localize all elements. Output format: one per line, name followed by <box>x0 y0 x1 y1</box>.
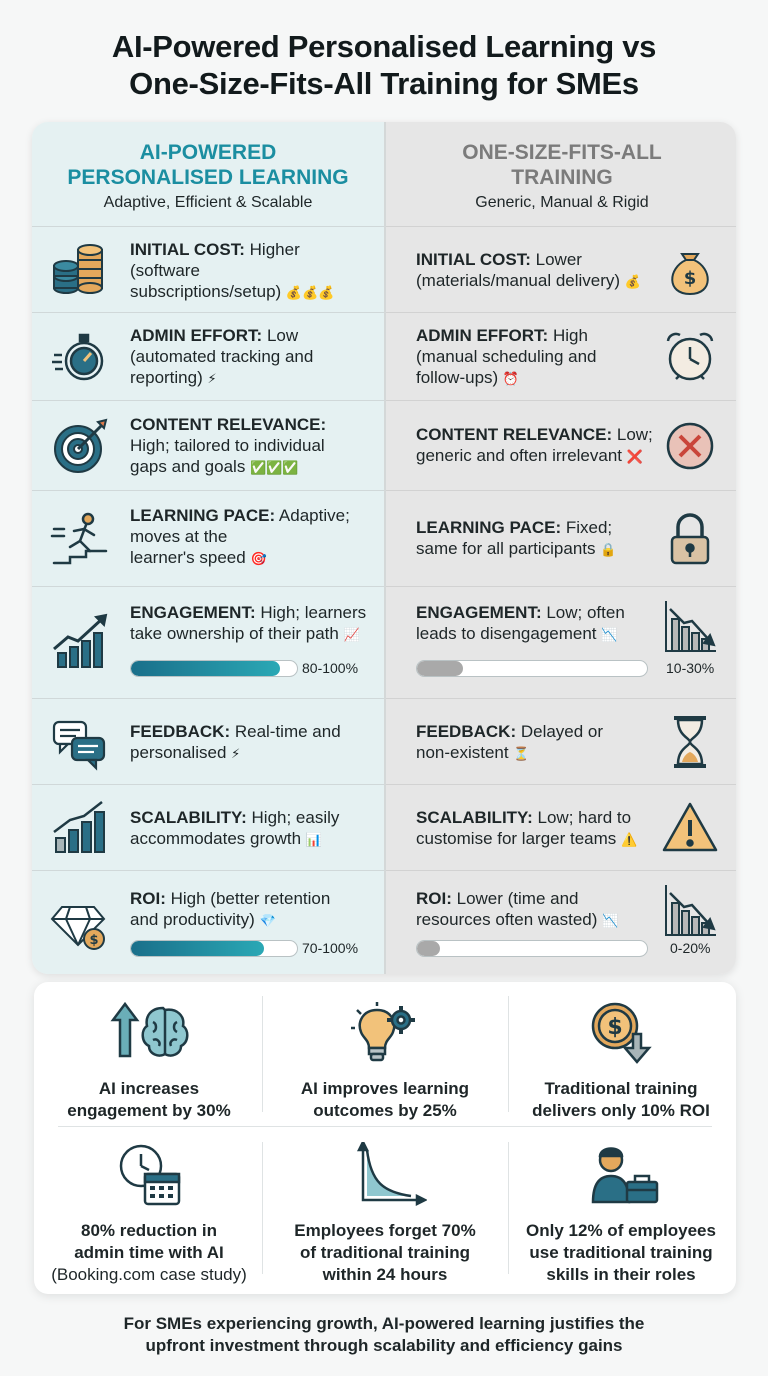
row-value: non-existent <box>416 743 514 762</box>
row-value: Lower <box>530 250 582 269</box>
hourglass-emoji: ⏳ <box>513 746 530 761</box>
roi-bar <box>130 940 370 958</box>
cross-circle-icon <box>660 416 720 476</box>
money-bag-icon <box>660 240 720 300</box>
conclusion-line: upfront investment through scalability and efficiency gains <box>145 1336 623 1355</box>
stat-text <box>268 1220 502 1286</box>
row-feedback <box>32 698 384 784</box>
row-label: SCALABILITY: <box>416 808 533 827</box>
stat-line: Traditional training <box>544 1079 698 1098</box>
row-value: moves at the <box>130 527 228 546</box>
row-roi <box>32 870 384 974</box>
row-value: Low <box>262 326 299 345</box>
padlock-icon <box>660 509 720 569</box>
heading-line: ONE-SIZE-FITS-ALL <box>462 141 662 164</box>
bar-fill <box>131 661 280 676</box>
stat-line: 80% reduction in <box>80 1221 218 1240</box>
stat-line: AI improves learning <box>300 1079 470 1098</box>
chat-bubbles-icon <box>50 712 110 772</box>
row-text <box>416 602 654 645</box>
lightbulb-gear-icon <box>343 1000 427 1066</box>
row-value: High <box>548 326 588 345</box>
ai-learning-subtitle: Adaptive, Efficient & Scalable <box>103 194 313 211</box>
gem-emoji: 💎 <box>259 913 276 928</box>
row-text <box>130 325 374 389</box>
worker-toolbox-icon <box>579 1142 663 1208</box>
row-value: High; easily <box>246 808 340 827</box>
row-text <box>416 517 654 560</box>
divider <box>58 1126 712 1127</box>
page-title <box>0 28 768 102</box>
stat-text <box>504 1078 738 1122</box>
row-label: ROI: <box>416 889 452 908</box>
row-value: Real-time and <box>230 722 341 741</box>
row-admin-effort <box>386 312 736 400</box>
row-value: follow-ups) <box>416 368 503 387</box>
heading-line: TRAINING <box>511 166 613 189</box>
row-feedback <box>386 698 736 784</box>
alarm-clock-emoji: ⏰ <box>502 371 520 386</box>
money-bag-emoji: 💰 <box>624 274 641 289</box>
row-label: SCALABILITY: <box>130 808 247 827</box>
row-scalability <box>386 784 736 870</box>
row-text <box>416 721 654 764</box>
row-value: gaps and goals <box>130 457 251 476</box>
row-label: INITIAL COST: <box>416 250 531 269</box>
row-text <box>130 602 374 645</box>
row-value: subscriptions/setup) <box>130 282 286 301</box>
alarm-clock-icon <box>660 327 720 387</box>
stat-line: within 24 hours <box>322 1265 448 1284</box>
row-value: leads to disengagement <box>416 624 602 643</box>
page-title-line: One-Size-Fits-All Training for SMEs <box>129 66 639 101</box>
conclusion-line: For SMEs experiencing growth, AI-powered learning justifies the <box>123 1314 645 1333</box>
engagement-bar <box>416 660 726 678</box>
row-text <box>130 721 374 764</box>
ai-learning-column <box>32 122 384 974</box>
row-label: LEARNING PACE: <box>416 518 562 537</box>
svg-text:$: $ <box>607 1015 623 1040</box>
row-value: resources often wasted) <box>416 910 603 929</box>
traditional-training-heading <box>386 122 736 190</box>
row-value: (software <box>130 261 200 280</box>
row-label: FEEDBACK: <box>130 722 231 741</box>
row-initial-cost <box>386 226 736 312</box>
stat-line: skills in their roles <box>546 1265 696 1284</box>
bar-chart-icon <box>50 798 110 858</box>
clock-calendar-icon <box>107 1142 191 1208</box>
row-learning-pace <box>32 490 384 586</box>
warning-emoji: ⚠️ <box>621 832 638 847</box>
row-value: Delayed or <box>516 722 604 741</box>
row-text <box>130 807 374 850</box>
page-title-line: AI-Powered Personalised Learning vs <box>111 29 657 64</box>
lock-emoji: 🔒 <box>600 542 617 557</box>
row-engagement <box>32 586 384 698</box>
stat-text <box>504 1220 738 1286</box>
bar-chart-emoji: 📊 <box>305 832 322 847</box>
declining-chart-icon <box>660 597 720 657</box>
chart-up-emoji: 📈 <box>343 627 360 642</box>
row-text <box>130 505 374 569</box>
money-bag-emoji: 💰💰💰 <box>285 285 335 300</box>
row-value: High (better retention <box>165 889 331 908</box>
row-value: personalised <box>130 743 232 762</box>
chart-down-emoji: 📉 <box>602 913 619 928</box>
heading-line: PERSONALISED LEARNING <box>67 166 349 189</box>
row-value: accommodates growth <box>130 829 306 848</box>
row-content-relevance <box>386 400 736 490</box>
warning-icon <box>660 798 720 858</box>
row-value: learner's speed <box>130 548 251 567</box>
traditional-training-column <box>384 122 736 974</box>
bar-label: 0-20% <box>670 940 711 956</box>
stat-line: Only 12% of employees <box>526 1221 716 1240</box>
row-value: customise for larger teams <box>416 829 622 848</box>
stat-outcomes <box>268 1000 502 1122</box>
stat-admin-time <box>32 1142 266 1286</box>
hourglass-icon <box>660 712 720 772</box>
ai-learning-header <box>32 122 384 226</box>
row-admin-effort <box>32 312 384 400</box>
row-text <box>416 249 654 292</box>
row-content-relevance <box>32 400 384 490</box>
row-value: Low; hard to <box>532 808 632 827</box>
stat-line: Employees forget 70% <box>294 1221 476 1240</box>
row-label: CONTENT RELEVANCE: <box>416 425 613 444</box>
row-text <box>416 807 654 850</box>
row-value: High; tailored to individual <box>130 436 325 455</box>
row-value: Fixed; <box>561 518 613 537</box>
stat-line: of traditional training <box>300 1243 470 1262</box>
stat-forgetting <box>268 1142 502 1286</box>
row-roi <box>386 870 736 974</box>
row-scalability <box>32 784 384 870</box>
checkmark-emoji: ✅✅✅ <box>250 460 299 475</box>
row-text <box>130 239 374 303</box>
forgetting-curve-icon <box>343 1142 427 1208</box>
row-text <box>130 888 374 931</box>
coin-down-arrow-icon <box>579 1000 663 1066</box>
stat-engagement <box>32 1000 266 1122</box>
stat-line: admin time with AI <box>74 1243 224 1262</box>
row-text <box>416 424 654 467</box>
stat-text <box>32 1220 266 1286</box>
svg-text:$: $ <box>89 932 99 948</box>
bar-label: 70-100% <box>302 940 359 956</box>
row-value: Adaptive; <box>275 506 350 525</box>
roi-bar <box>416 940 726 958</box>
row-label: ADMIN EFFORT: <box>416 326 549 345</box>
diamond-dollar-icon <box>50 893 110 953</box>
bar-track <box>416 660 648 677</box>
lightning-emoji: ⚡ <box>207 371 217 386</box>
row-label: LEARNING PACE: <box>130 506 276 525</box>
svg-text:$: $ <box>683 267 697 289</box>
key-stats-panel <box>34 982 736 1294</box>
stat-line: engagement by 30% <box>67 1101 231 1120</box>
target-icon <box>50 416 110 476</box>
declining-chart-icon <box>660 881 720 941</box>
ai-learning-heading <box>32 122 384 190</box>
row-value: Lower (time and <box>451 889 579 908</box>
conclusion-text <box>0 1313 768 1357</box>
bar-fill <box>417 661 463 676</box>
stopwatch-icon <box>50 327 110 387</box>
chart-down-emoji: 📉 <box>601 627 618 642</box>
row-value: generic and often irrelevant <box>416 446 627 465</box>
bar-track <box>416 940 648 957</box>
stat-line: (Booking.com case study) <box>51 1265 247 1284</box>
stat-line: AI increases <box>98 1079 200 1098</box>
traditional-training-header <box>386 122 736 226</box>
row-value: take ownership of their path <box>130 624 344 643</box>
bar-label: 10-30% <box>666 660 715 676</box>
bar-track <box>130 660 298 677</box>
stat-line: use traditional training <box>529 1243 713 1262</box>
stat-skills-use <box>504 1142 738 1286</box>
growth-chart-icon <box>50 613 110 673</box>
bar-fill <box>417 941 440 956</box>
bar-label: 80-100% <box>302 660 359 676</box>
row-label: FEEDBACK: <box>416 722 517 741</box>
cross-emoji: ❌ <box>626 449 643 464</box>
row-label: ENGAGEMENT: <box>416 603 542 622</box>
row-value: (automated tracking and <box>130 347 314 366</box>
stat-roi <box>504 1000 738 1122</box>
target-emoji: 🎯 <box>250 551 267 566</box>
row-value: same for all participants <box>416 539 601 558</box>
row-text <box>416 325 654 389</box>
row-engagement <box>386 586 736 698</box>
row-text <box>130 414 374 478</box>
row-value: and productivity) <box>130 910 260 929</box>
row-label: CONTENT RELEVANCE: <box>130 415 327 434</box>
row-value: Low; <box>612 425 653 444</box>
row-label: ROI: <box>130 889 166 908</box>
row-value: (materials/manual delivery) <box>416 271 625 290</box>
brain-arrow-icon <box>107 1000 191 1066</box>
row-text <box>416 888 654 931</box>
stat-text <box>268 1078 502 1122</box>
heading-line: AI-POWERED <box>139 141 277 164</box>
lightning-emoji: ⚡ <box>231 746 241 761</box>
row-label: INITIAL COST: <box>130 240 245 259</box>
row-value: Low; often <box>541 603 625 622</box>
row-label: ENGAGEMENT: <box>130 603 256 622</box>
bar-fill <box>131 941 264 956</box>
row-value: High; learners <box>255 603 367 622</box>
row-initial-cost <box>32 226 384 312</box>
bar-track <box>130 940 298 957</box>
coin-stack-icon <box>50 240 110 300</box>
engagement-bar <box>130 660 370 678</box>
row-learning-pace <box>386 490 736 586</box>
running-person-icon <box>50 509 110 569</box>
row-value: reporting) <box>130 368 208 387</box>
row-value: (manual scheduling and <box>416 347 597 366</box>
stat-line: outcomes by 25% <box>313 1101 457 1120</box>
row-value: Higher <box>244 240 300 259</box>
traditional-training-subtitle: Generic, Manual & Rigid <box>475 194 649 211</box>
stat-text <box>32 1078 266 1122</box>
stat-line: delivers only 10% ROI <box>532 1101 710 1120</box>
comparison-table <box>32 122 736 974</box>
row-label: ADMIN EFFORT: <box>130 326 263 345</box>
